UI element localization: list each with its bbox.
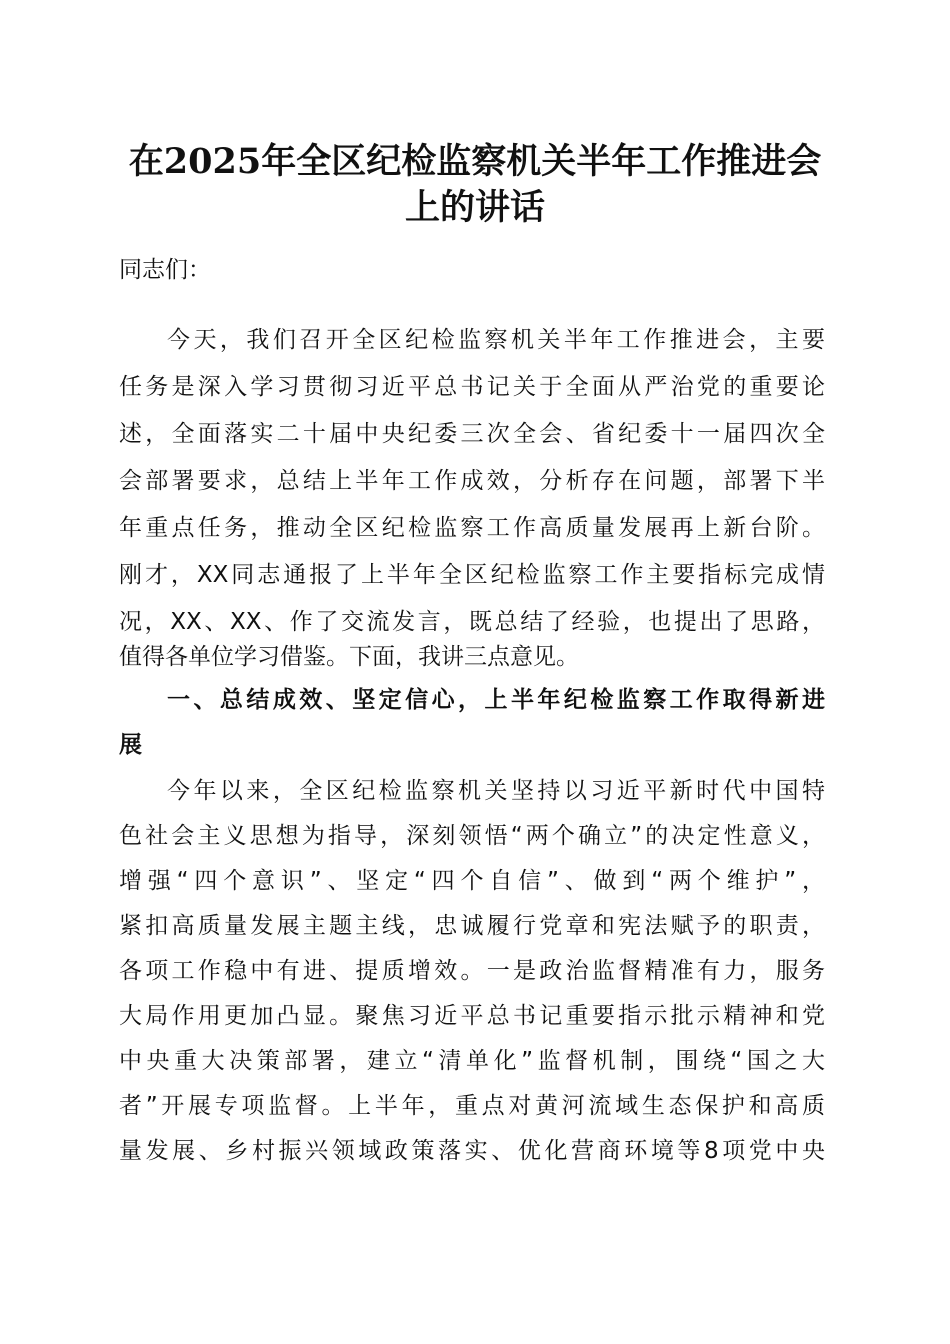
paragraph-2-line: 大局作用更加凸显。聚焦习近平总书记重要指示批示精神和党 <box>119 1003 825 1029</box>
paragraph-2-line: 增强“四个意识”、坚定“四个自信”、做到“两个维护”， <box>119 868 825 894</box>
paragraph-2-line: 各项工作稳中有进、提质增效。一是政治监督精准有力，服务 <box>119 958 825 984</box>
paragraph-1-line: 会部署要求，总结上半年工作成效，分析存在问题，部署下半 <box>119 468 825 494</box>
paragraph-2-line: 量发展、乡村振兴领域政策落实、优化营商环境等8项党中央 <box>119 1138 825 1164</box>
paragraph-2-line: 者”开展专项监督。上半年，重点对黄河流域生态保护和高质 <box>119 1093 825 1119</box>
section-heading-line: 一、总结成效、坚定信心，上半年纪检监察工作取得新进 <box>167 687 825 713</box>
paragraph-2-line: 色社会主义思想为指导，深刻领悟“两个确立”的决定性意义， <box>119 823 825 849</box>
document-title-line-1: 在2025年全区纪检监察机关半年工作推进会 <box>128 141 822 182</box>
paragraph-1-line: 述，全面落实二十届中央纪委三次全会、省纪委十一届四次全 <box>119 421 825 447</box>
paragraph-2-line: 中央重大决策部署，建立“清单化”监督机制，围绕“国之大 <box>119 1048 825 1074</box>
paragraph-1-line: 今天，我们召开全区纪检监察机关半年工作推进会，主要 <box>167 327 825 353</box>
paragraph-1-line: 况，XX、XX、作了交流发言，既总结了经验，也提出了思路， <box>119 609 825 635</box>
salutation: 同志们： <box>119 257 211 283</box>
document-title-line-2: 上的讲话 <box>404 187 545 228</box>
paragraph-1-line: 任务是深入学习贯彻习近平总书记关于全面从严治党的重要论 <box>119 374 825 400</box>
paragraph-1-line: 刚才，XX同志通报了上半年全区纪检监察工作主要指标完成情 <box>119 562 825 588</box>
paragraph-1-line: 值得各单位学习借鉴。下面，我讲三点意见。 <box>119 644 579 670</box>
paragraph-1-line: 年重点任务，推动全区纪检监察工作高质量发展再上新台阶。 <box>119 515 825 541</box>
paragraph-2-line: 今年以来，全区纪检监察机关坚持以习近平新时代中国特 <box>167 778 825 804</box>
section-heading-line: 展 <box>119 732 142 758</box>
paragraph-2-line: 紧扣高质量发展主题主线，忠诚履行党章和宪法赋予的职责， <box>119 913 825 939</box>
